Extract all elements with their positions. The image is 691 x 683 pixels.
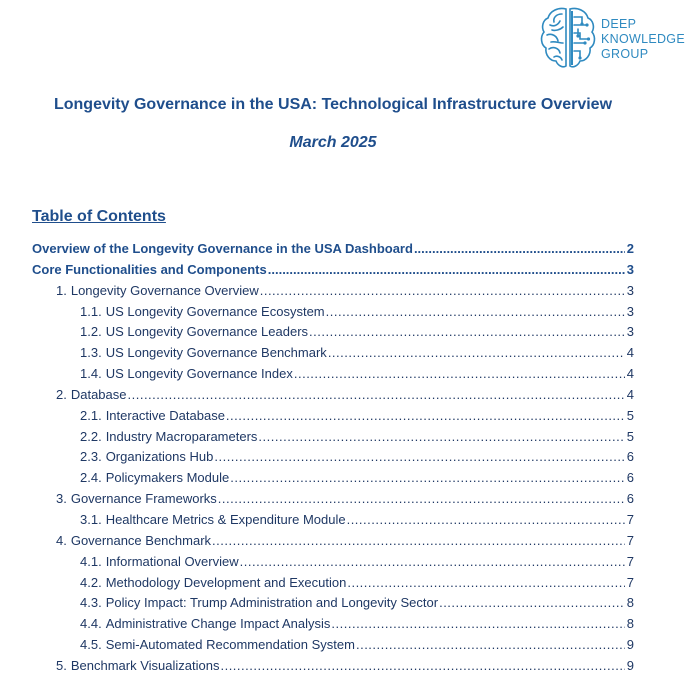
toc-entry[interactable] [32, 345, 634, 366]
toc-entry[interactable] [32, 533, 634, 554]
toc-entry-label: Governance Frameworks [70, 491, 217, 507]
toc-entry-number: 4.5. [80, 637, 102, 653]
toc-dot-leader [212, 533, 625, 548]
toc-page-number: 8 [626, 616, 634, 632]
toc-entry-label: Industry Macroparameters [105, 428, 258, 444]
toc-entry-label: Core Functionalities and Components [32, 261, 267, 277]
toc-page-number: 3 [626, 261, 634, 277]
toc-entry[interactable] [32, 283, 634, 304]
toc-dot-leader [218, 491, 625, 506]
toc-entry-label: Policymakers Module [105, 470, 230, 486]
toc-entry-label: Overview of the Longevity Governance in the USA Dashboard [32, 241, 413, 256]
toc-entry[interactable] [32, 637, 634, 658]
toc-entry[interactable] [32, 449, 634, 470]
toc-dot-leader [230, 470, 625, 485]
toc-entry-number: 4. [56, 532, 67, 548]
toc-entry-number: 4.2. [80, 574, 102, 590]
toc-entry-number: 1.4. [80, 366, 102, 382]
toc-entry[interactable] [32, 366, 634, 387]
toc-dot-leader [347, 512, 625, 527]
toc-dot-leader [326, 304, 625, 319]
toc-dot-leader [414, 241, 625, 256]
toc-entry-number: 4.1. [80, 553, 102, 569]
toc-entry-label: US Longevity Governance Ecosystem [105, 303, 325, 319]
toc-entry-label: Policy Impact: Trump Administration and Longevity Sector [105, 595, 439, 611]
toc-entry[interactable] [32, 470, 634, 491]
toc-entry-number: 2.4. [80, 470, 102, 486]
toc-page-number: 5 [626, 407, 634, 423]
logo-line: GROUP [601, 47, 649, 61]
toc-dot-leader [258, 429, 625, 444]
toc-entry-label: Administrative Change Impact Analysis [105, 616, 331, 632]
toc-page-number: 6 [626, 449, 634, 465]
toc-page-number: 3 [626, 303, 634, 319]
toc-dot-leader [268, 262, 625, 277]
toc-page-number: 4 [626, 386, 634, 402]
toc-dot-leader [294, 366, 625, 381]
toc-page-number: 5 [626, 428, 634, 444]
toc-entry[interactable] [32, 324, 634, 345]
toc-page-number: 9 [626, 657, 634, 673]
toc-entry[interactable] [32, 241, 634, 262]
toc-entry-label: Interactive Database [105, 407, 225, 423]
toc-dot-leader [309, 324, 625, 339]
toc-dot-leader [347, 575, 625, 590]
toc-page-number: 3 [626, 282, 634, 298]
toc-entry-number: 2.1. [80, 407, 102, 423]
toc-entry-label: Methodology Development and Execution [105, 574, 347, 590]
toc-entry[interactable] [32, 387, 634, 408]
toc-entry-label: Longevity Governance Overview [70, 282, 259, 298]
toc-page-number: 6 [626, 491, 634, 507]
toc-entry-number: 5. [56, 657, 67, 673]
toc-dot-leader [331, 616, 625, 631]
toc-entry[interactable] [32, 616, 634, 637]
toc-entry-label: US Longevity Governance Leaders [105, 324, 309, 340]
toc-entry[interactable] [32, 408, 634, 429]
toc-entry[interactable] [32, 595, 634, 616]
toc-page-number: 6 [626, 470, 634, 486]
toc-dot-leader [439, 595, 625, 610]
company-logo [540, 5, 686, 73]
toc-entry-label: Informational Overview [105, 553, 239, 569]
toc-page-number: 4 [626, 366, 634, 382]
toc-entry-number: 4.3. [80, 595, 102, 611]
toc-entry-number: 1.2. [80, 324, 102, 340]
toc-page-number: 7 [626, 574, 634, 590]
brain-circuit-icon [540, 5, 596, 71]
toc-entry-label: US Longevity Governance Index [105, 366, 293, 382]
toc-entry-label: Semi-Automated Recommendation System [105, 637, 355, 653]
table-of-contents [32, 241, 634, 679]
toc-entry-number: 2.3. [80, 449, 102, 465]
toc-entry-label: Organizations Hub [105, 449, 214, 465]
toc-dot-leader [356, 637, 625, 652]
toc-entry-label: Healthcare Metrics & Expenditure Module [105, 511, 346, 527]
toc-entry[interactable] [32, 262, 634, 283]
toc-page-number: 4 [626, 345, 634, 361]
toc-entry[interactable] [32, 491, 634, 512]
toc-dot-leader [220, 658, 625, 673]
toc-dot-leader [128, 387, 626, 402]
logo-line: KNOWLEDGE [601, 32, 685, 46]
document-title: Longevity Governance in the USA: Technological Infrastructure Overview [53, 96, 613, 113]
toc-entry-number: 2. [56, 386, 67, 402]
toc-dot-leader [328, 345, 625, 360]
toc-entry-number: 1.3. [80, 345, 102, 361]
toc-dot-leader [226, 408, 625, 423]
toc-entry-number: 2.2. [80, 428, 102, 444]
toc-page-number: 7 [626, 511, 634, 527]
toc-entry[interactable] [32, 658, 634, 679]
toc-entry-number: 1. [56, 282, 67, 298]
toc-page-number: 7 [626, 532, 634, 548]
toc-page-number: 3 [626, 324, 634, 340]
toc-dot-leader [260, 283, 625, 298]
toc-entry[interactable] [32, 429, 634, 450]
toc-entry-number: 3. [56, 491, 67, 507]
toc-entry-number: 3.1. [80, 511, 102, 527]
toc-entry-label: Benchmark Visualizations [70, 657, 220, 673]
toc-entry[interactable] [32, 512, 634, 533]
toc-dot-leader [214, 449, 625, 464]
toc-entry[interactable] [32, 304, 634, 325]
toc-heading[interactable]: Table of Contents [32, 208, 166, 225]
logo-wordmark [601, 17, 685, 62]
toc-page-number: 2 [626, 241, 634, 256]
toc-entry-label: Database [70, 386, 127, 402]
toc-entry-label: US Longevity Governance Benchmark [105, 345, 327, 361]
toc-page-number: 9 [626, 637, 634, 653]
toc-entry-number: 4.4. [80, 616, 102, 632]
toc-entry[interactable] [32, 554, 634, 575]
document-date: March 2025 [289, 134, 377, 151]
logo-line: DEEP [601, 17, 637, 31]
toc-entry-number: 1.1. [80, 303, 102, 319]
toc-page-number: 7 [626, 553, 634, 569]
toc-dot-leader [240, 554, 625, 569]
toc-entry[interactable] [32, 575, 634, 596]
toc-entry-label: Governance Benchmark [70, 532, 212, 548]
toc-page-number: 8 [626, 595, 634, 611]
